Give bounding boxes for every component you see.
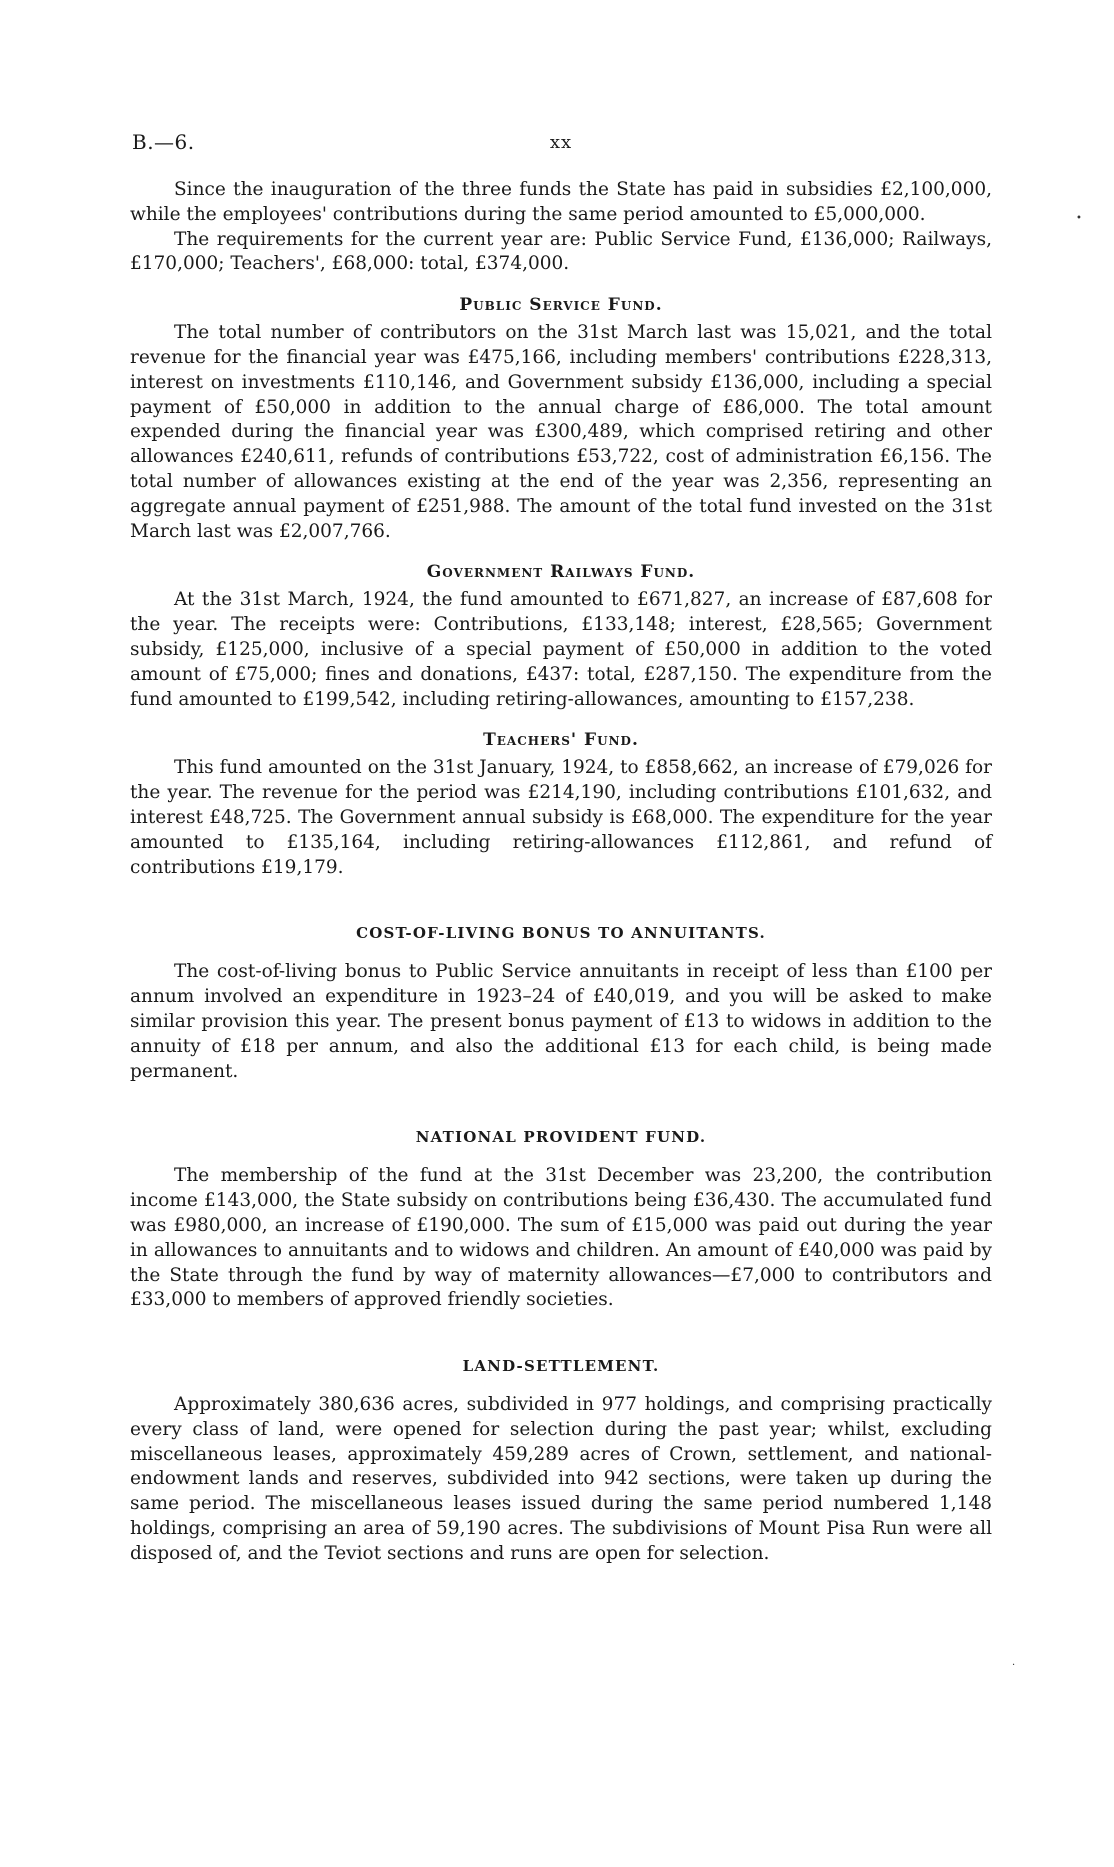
teachers-fund-heading: Teachers' Fund. <box>483 730 639 751</box>
teachers-fund-section <box>130 730 992 880</box>
national-provident-fund-section <box>130 1128 992 1313</box>
national-provident-fund-paragraph: The membership of the fund at the 31st December was 23,200, the contribution income £143,000, the State subsidy on contributions being £36,430. The accumulated fund was £980,000, an increase of £190,000. The sum of £15,000 was paid out during the year in allowances to annuitants and to widows and children. An amount of £40,000 was paid by the State through the fund by way of maternity allowances—£7,000 to contributors and £33,000 to members of approved friendly societies. <box>130 1165 992 1311</box>
land-settlement-section <box>130 1357 992 1567</box>
intro-paragraph-requirements: The requirements for the current year are: Public Service Fund, £136,000; Railways, £170,000; Teachers', £68,000: total, £374,000. <box>130 228 992 275</box>
intro-section <box>130 178 992 277</box>
margin-mark-dot: · <box>1012 1660 1016 1671</box>
teachers-fund-paragraph: This fund amounted on the 31st January, 1924, to £858,662, an increase of £79,026 for the year. The revenue for the period was £214,190, including contributions £101,632, and interest £48,725. The Government annual subsidy is £68,000. The expenditure for the year amounted to £135,164, including retiring-allowances £112,861, and refund of contributions £19,179. <box>130 757 992 878</box>
land-settlement-heading: LAND-SETTLEMENT. <box>462 1357 660 1376</box>
margin-mark-dot: • <box>1076 213 1082 224</box>
government-railways-fund-heading: Government Railways Fund. <box>426 562 696 583</box>
public-service-fund-paragraph: The total number of contributors on the 31st March last was 15,021, and the total revenue for the financial year was £475,166, including members' contributions £228,313, interest on investments £110,146, and Government subsidy £136,000, including a special payment of £50,000 in addition to the annual charge of £86,000. The total amount expended during the financial year was £300,489, which comprised retiring and other allowances £240,611, refunds of contributions £53,722, cost of administration £6,156. The total number of allowances existing at the end of the year was 2,356, representing an aggregate annual payment of £251,988. The amount of the total fund invested on the 31st March last was £2,007,766. <box>130 322 992 542</box>
intro-paragraph-subsidies: Since the inauguration of the three funds the State has paid in subsidies £2,100,000, while the employees' contributions during the same period amounted to £5,000,000. <box>130 179 992 225</box>
government-railways-fund-section <box>130 562 992 712</box>
cost-of-living-bonus-heading: COST-OF-LIVING BONUS TO ANNUITANTS. <box>356 924 766 943</box>
cost-of-living-bonus-section <box>130 924 992 1084</box>
cost-of-living-bonus-paragraph: The cost-of-living bonus to Public Service annuitants in receipt of less than £100 per annum involved an expenditure in 1923–24 of £40,019, and you will be asked to make similar provision this year. The present bonus payment of £13 to widows in addition to the annuity of £18 per annum, and also the additional £13 for each child, is being made permanent. <box>130 961 992 1082</box>
public-service-fund-section <box>130 295 992 544</box>
page-header <box>130 130 992 164</box>
land-settlement-paragraph: Approximately 380,636 acres, subdivided in 977 holdings, and comprising practically every class of land, were opened for selection during the past year; whilst, excluding miscellaneous leases, approximately 459,289 acres of Crown, settlement, and national-endowment lands and reserves, subdivided into 942 sections, were taken up during the same period. The miscellaneous leases issued during the same period numbered 1,148 holdings, comprising an area of 59,190 acres. The subdivisions of Mount Pisa Run were all disposed of, and the Teviot sections and runs are open for selection. <box>130 1394 992 1564</box>
document-reference: B.—6. <box>132 130 195 154</box>
document-page <box>130 130 992 1567</box>
national-provident-fund-heading: NATIONAL PROVIDENT FUND. <box>415 1128 707 1147</box>
government-railways-fund-paragraph: At the 31st March, 1924, the fund amounted to £671,827, an increase of £87,608 for the year. The receipts were: Contributions, £133,148; interest, £28,565; Government subsidy, £125,000, inclusive of a special payment of £50,000 in addition to the voted amount of £75,000; fines and donations, £437: total, £287,150. The expenditure from the fund amounted to £199,542, including retiring-allowances, amounting to £157,238. <box>130 589 992 710</box>
page-number: xx <box>549 132 573 153</box>
public-service-fund-heading: Public Service Fund. <box>459 295 663 316</box>
